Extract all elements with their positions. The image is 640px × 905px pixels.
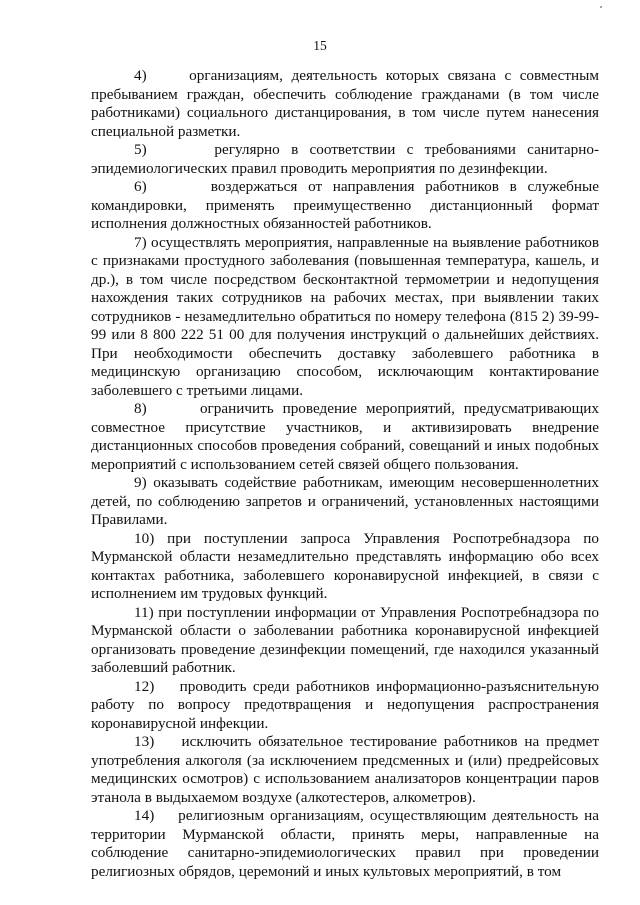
- document-body: [91, 67, 599, 881]
- scan-mark: [600, 6, 602, 8]
- paragraph-item-14: 14) религиозным организациям, осуществляющим деятельность на территории Мурманской области, принять меры, направленные на соблюдение санитарно-эпидемиологических правил при проведении религиозных обрядов, церемоний и иных культовых мероприятий, в том: [91, 807, 599, 880]
- paragraph-item-7: 7) осуществлять мероприятия, направленные на выявление работников с признаками простудного заболевания (повышенная температура, кашель, и др.), в том числе посредством бесконтактной термометрии и недопущения нахождения таких сотрудников на рабочих местах, при выявлении таких сотрудников - незамедлительно обратиться по номеру телефона (815 2) 39-99-99 или 8 800 222 51 00 для получения инструкций о дальнейших действиях. При необходимости обеспечить доставку заболевшего работника в медицинскую организацию способом, исключающим контактирование заболевшего с третьими лицами.: [91, 233, 599, 399]
- page-number: 15: [313, 38, 327, 53]
- paragraph-item-12: 12) проводить среди работников информационно-разъяснительную работу по вопросу предотвращения и недопущения распространения коронавирусной инфекции.: [91, 677, 599, 732]
- paragraph-item-4: 4) организациям, деятельность которых связана с совместным пребыванием граждан, обеспечить соблюдение гражданами (в том числе работниками) социального дистанцирования, в том числе путем нанесения специальной разметки.: [91, 67, 599, 140]
- paragraph-item-11: 11) при поступлении информации от Управления Роспотребнадзора по Мурманской области о заболевании работника коронавирусной инфекцией организовать проведение дезинфекции помещений, где находился указанный заболевший работник.: [91, 603, 599, 676]
- paragraph-item-5: 5) регулярно в соответствии с требованиями санитарно-эпидемиологических правил проводить мероприятия по дезинфекции.: [91, 141, 599, 177]
- paragraph-item-8: 8) ограничить проведение мероприятий, предусматривающих совместное присутствие участников, и активизировать внедрение дистанционных способов проведения собраний, совещаний и иных подобных мероприятий с использованием сетей связей общего пользования.: [91, 400, 599, 473]
- paragraph-item-10: 10) при поступлении запроса Управления Роспотребнадзора по Мурманской области незамедлительно представлять информацию обо всех контактах работника, заболевшего коронавирусной инфекцией, в связи с исполнением им трудовых функций.: [91, 529, 599, 602]
- paragraph-item-13: 13) исключить обязательное тестирование работников на предмет употребления алкоголя (за исключением предсменных и (или) предрейсовых медицинских осмотров) с использованием анализаторов концентрации паров этанола в выдыхаемом воздухе (алкотестеров, алкометров).: [91, 733, 599, 806]
- paragraph-item-6: 6) воздержаться от направления работников в служебные командировки, применять преимущественно дистанционный формат исполнения должностных обязанностей работников.: [91, 178, 599, 232]
- paragraph-item-9: 9) оказывать содействие работникам, имеющим несовершеннолетних детей, по соблюдению запретов и ограничений, установленных настоящими Правилами.: [91, 474, 599, 528]
